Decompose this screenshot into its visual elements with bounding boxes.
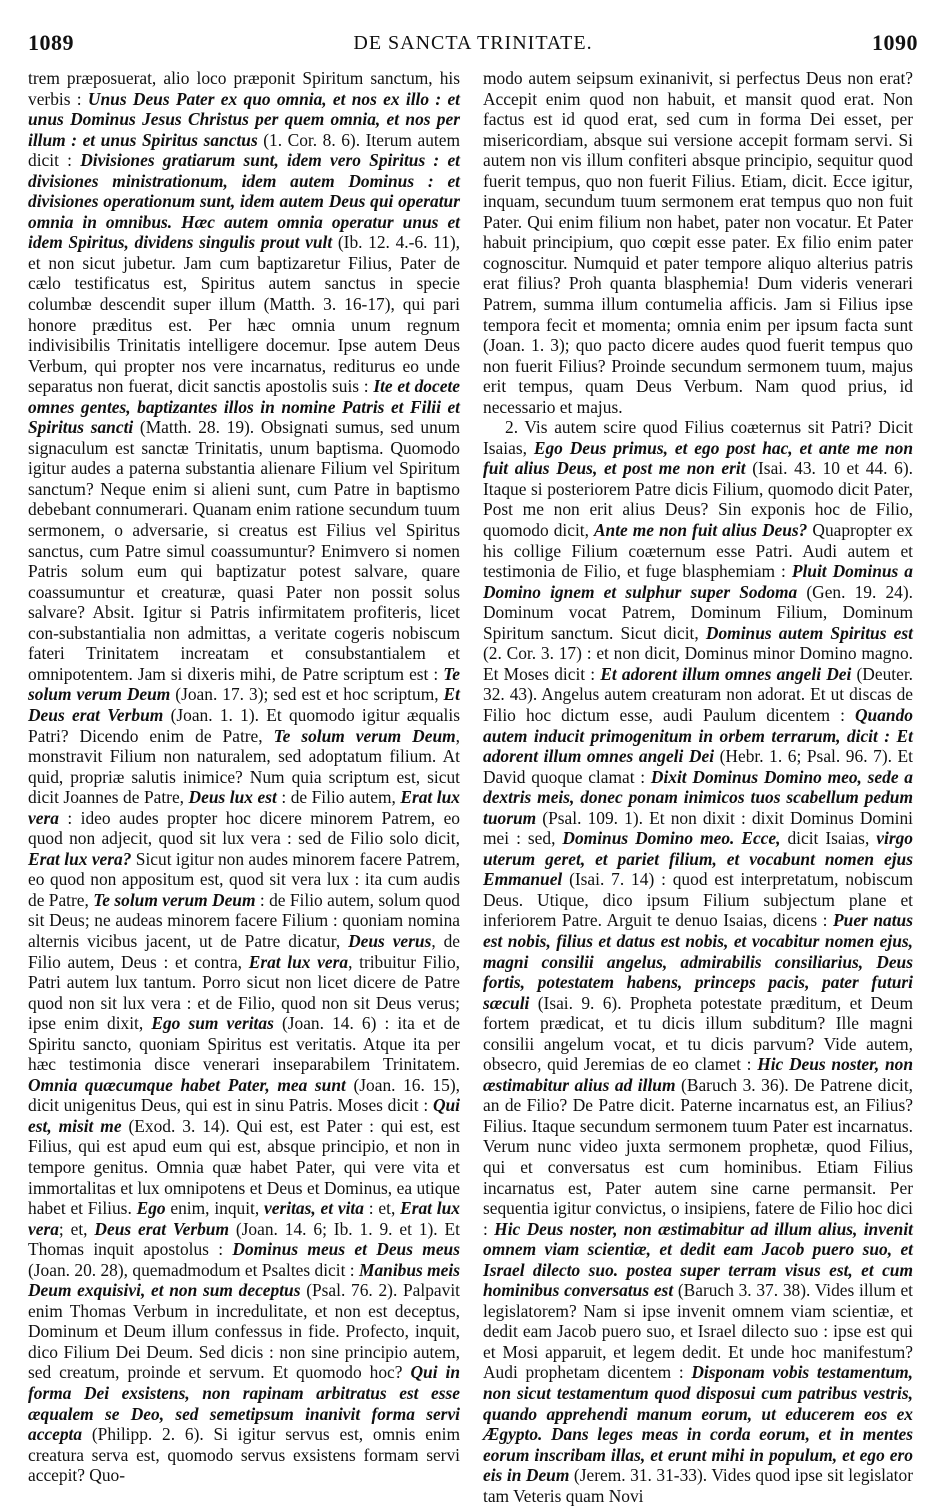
text-run: (Joan. 14. 6; Ib. 1. 9. et 1). Et Thomas inquit apostolus : bbox=[28, 1218, 461, 1260]
text-run: (Ib. 12. 4.-6. 11), et non sicut jubetur. Jam cum baptizaretur Filius, Pater de cælo testificatus est, Spiritus autem sanctus in specie columbæ descendit super illum (Matth. 3. 16-17), qui pari honore præditus est. Per hæc omnia unum regnum indivisibilis Trinitatis intelligere docemur. Ipse autem Deus Verbum, qui propter nos vere incarnatus, rediturus eo unde separatus non fuerat, dicit sanctis apostolis suis : bbox=[28, 232, 460, 397]
text-run: (Isai. 7. 14) : quod est interpretatum, nobiscum Deus. Utique, dico ipsum Filium subjectum plane et inferiorem Patre. Arguit te denuo Isaias, dicens : bbox=[483, 869, 913, 931]
quotation: Dixit Dominus Domino meo, sede a dextris meis, donec ponam inimicos tuos scabellum pedum tuorum bbox=[483, 766, 913, 828]
paragraph bbox=[483, 417, 913, 1506]
text-run: (Deuter. 32. 43). Angelus autem creaturam non adorat. Et ut discas de Filio hoc dictum esse, audi Paulum dicentem : bbox=[483, 663, 913, 725]
running-title: DE SANCTA TRINITATE. bbox=[353, 32, 593, 54]
text-run: : et, bbox=[363, 1198, 401, 1219]
paragraph bbox=[28, 68, 460, 1486]
text-run: 2. Vis autem scire quod Filius coæternus sit Patri? Dicit Isaias, bbox=[483, 417, 913, 458]
text-run: : de Filio autem, bbox=[276, 787, 401, 808]
text-run: (2. Cor. 3. 17) : et non dicit, Dominus minor Domino magno. Et Moses dicit : bbox=[483, 643, 913, 684]
text-run: (Joan. 20. 28), quemadmodum et Psaltes dicit : bbox=[28, 1259, 359, 1280]
text-run: enim, inquit, bbox=[165, 1198, 265, 1219]
quotation: veritas, et vita bbox=[264, 1198, 364, 1219]
quotation: Ego sum veritas bbox=[151, 1013, 274, 1034]
text-run: : de Filio autem, solum quod sit Deus; ne audeas minorem facere Filium : quoniam nomina alternis vicibus jacent, ut de Patre dicatur, bbox=[28, 889, 460, 951]
text-column-left bbox=[28, 68, 460, 1488]
quotation: Te solum verum Deum bbox=[273, 725, 456, 746]
text-column-right bbox=[483, 68, 914, 1506]
quotation: Erat lux vera bbox=[28, 787, 460, 828]
text-run: (Joan. 1. 1). Et quomodo igitur æqualis Patri? Dicendo enim de Patre, bbox=[28, 704, 460, 746]
quotation: Omnia quæcumque habet Pater, mea sunt bbox=[28, 1074, 346, 1095]
quotation: Dominus Domino meo. Ecce, bbox=[562, 828, 781, 849]
quotation: Disponam vobis testamentum, non sicut testamentum quod disposui cum patribus vestris, quando apprehendi manum eorum, ut educerem eos ex Ægypto. Dans leges meas in corda eorum, et in mentes eorum inscribam illas, et erunt mihi in populum, et ego ero eis in Deum bbox=[483, 1362, 913, 1486]
quotation: Hic Deus noster, non æstimabitur alius ad illum bbox=[483, 1054, 913, 1095]
quotation: Puer natus est nobis, filius et datus est nobis, et vocabitur nomen ejus, magni consilii angelus, admirabilis consiliarius, Deus fortis, potestatem habens, princeps pacis, pater futuri sæculi bbox=[483, 910, 913, 1013]
text-run: (Joan. 17. 3); sed est et hoc scriptum, bbox=[170, 684, 444, 705]
quotation: Quando autem inducit primogenitum in orbem terrarum, dicit : Et adorent illum omnes angeli Dei bbox=[483, 704, 913, 767]
text-run: dicit Isaias, bbox=[780, 828, 877, 849]
text-run: , tribuitur Filio, Patri autem lux tantum. Porro sicut non licet dicere de Patre quod non sit lux vera : et de Filio, quod non sit Deus verus; ipse enim dixit, bbox=[28, 951, 460, 1034]
text-run: (Philipp. 2. 6). Si igitur servus est, omnis enim creatura serva est, quomodo servus exsistens formam servi accepit? Quo- bbox=[28, 1424, 460, 1486]
quotation: Ante me non fuit alius Deus? bbox=[593, 520, 808, 541]
text-run: (Joan. 14. 6) : ita et de Spiritu sancto, quoniam Spiritus est veritatis. Atque ita per hæc testimonia disce venerari inseparabilem Trinitatem. bbox=[28, 1013, 460, 1075]
running-header bbox=[28, 24, 918, 58]
text-run: ; et, bbox=[58, 1218, 95, 1239]
text-run: (Baruch 3. 36). De Patrene dicit, an de Filio? De Patre dicit. Paterne incarnatus est, an Filius? Filius. Itaque secundum sermonem tuum Pater est incarnatus. Verum nunc video juxta sermonem prophetæ, quod Filius, qui et conversatus est cum hominibus. Etiam Filius incarnatus est, Pater autem sine carne permansit. Per sequentia igitur convictus, o insipiens, fatere de Filio hoc dici : bbox=[483, 1074, 914, 1239]
quotation: Erat lux vera bbox=[28, 1198, 461, 1239]
text-run: (Psal. 109. 1). Et non dixit : dixit Dominus Domini mei : sed, bbox=[483, 807, 913, 849]
quotation: Et adorent illum omnes angeli Dei bbox=[600, 663, 852, 684]
quotation: Deus erat Verbum bbox=[94, 1218, 229, 1239]
quotation: Ego bbox=[136, 1198, 166, 1219]
text-run: (Psal. 76. 2). Palpavit enim Thomas Verbum in incredulitate, et non est deceptus, Dominum et Deum illum confessus in fide. Profecto, inquit, dico Filium Dei Deum. Sed dicis : non sine principio autem, sed creatum, proinde et servum. Et quomodo hoc? bbox=[28, 1280, 460, 1383]
quotation: Ego Deus primus, et ego post hac, et ante me non fuit alius Deus, et post me non erit bbox=[483, 437, 913, 479]
text-run: trem præposuerat, alio loco præponit Spiritum sanctum, his verbis : bbox=[28, 68, 460, 109]
text-run: Sicut igitur non audes minorem facere Patrem, eo quod non appositum est, quod sit vera lux : ita cum audis de Patre, bbox=[28, 848, 460, 910]
quotation: Te solum verum Deum bbox=[28, 663, 460, 705]
text-run: (Isai. 9. 6). Propheta potestate præditum, et Deum fortem prædicat, et tu dicis illum subditum? Ille magni consilii angelum vocat, et tu dicis parvum? Vide autem, obsecro, quid Jeremias de eo clamet : bbox=[483, 992, 913, 1075]
text-run: (Gen. 19. 24). Dominum vocat Patrem, Dominum Filium, Dominum Spiritum sanctum. Sicut dicit, bbox=[483, 581, 913, 643]
text-run: modo autem seipsum exinanivit, si perfectus Deus non erat? Accepit enim quod non habuit, et mansit quod erat. Non factus est id quod erat, sed cum in forma Dei esset, per misericordiam, absque sui versione accepit formam servi. Si autem non vis illum confiteri absque principio, sequitur quod fuerit tempus, quo non fuerit Filius. Etiam, dicit. Ecce igitur, inquam, secundum tuum sermonem erat tempus quo non fuit Pater. Qui enim filium non habet, pater non vocatur. Et Pater habuit principium, quo cœpit esse pater. Ex filio enim pater cognoscitur. Numquid et pater tempore aliquo alterius patris erat filius? Proh quanta blasphemia! Dum videris venerari Patrem, summa illum contumelia afficis. Jam si Filius ipse tempora fecit et momenta; omnia enim per ipsum facta sunt (Joan. 1. 3); quo pacto dicere audes quod fuerit tempus quo non fuerit Filius? Proinde secundum sermonem tuum, majus erit tempus, quam Deus Verbum. Nam quod prius, id necessario et majus. bbox=[483, 68, 913, 417]
quotation: Deus verus bbox=[348, 930, 432, 951]
quotation: Erat lux vera bbox=[248, 951, 349, 972]
text-run: , monstravit Filium non naturalem, sed adoptatum filium. At quid, propriæ salutis inimice? Num quia scriptum est, sicut dicit Joannes de Patre, bbox=[28, 725, 460, 808]
quotation: Et Deus erat Verbum bbox=[28, 684, 460, 725]
page-number-left: 1089 bbox=[28, 30, 74, 55]
text-run: (Exod. 3. 14). Qui est, est Pater : qui est, est Filius, qui est apud eum qui est, absque principio, et non in tempore genitus. Omnia quæ habet Pater, qui vere vita et immortalitas et lux omnipotens et Deus et Dominus, ea utique habet et Filius. bbox=[28, 1115, 460, 1219]
quotation: Deus lux est bbox=[188, 787, 277, 808]
text-run: (Joan. 16. 15), dicit unigenitus Deus, qui est in sinu Patris. Moses dicit : bbox=[28, 1074, 460, 1116]
quotation: Unus Deus Pater ex quo omnia, et nos ex illo : et unus Dominus Jesus Christus per quem omnia, et nos per illum : et unus Spiritus sanctus bbox=[28, 88, 460, 150]
text-run: (Jerem. 31. 31-33). Vides quod ipse sit legislator tam Veteris quam Novi bbox=[483, 1465, 913, 1506]
text-run: (Baruch 3. 37. 38). Vides illum et legislatorem? Nam si ipse invenit omnem viam scientiæ, et dedit eam Jacob puero suo, et Israel dilecto suo : ipse est qui et Mosi apparuit, et legem dedit. Et unde hoc manifestum? Audi prophetam dicentem : bbox=[483, 1280, 913, 1383]
text-run: (Matth. 28. 19). Obsignati sumus, sed unum signaculum est sanctæ Trinitatis, unum baptisma. Quomodo igitur audes a paterna substantia alienare Filium vel Spiritum sanctum? Neque enim si alieni sunt, cum Patre in baptismo debebant connumerari. Quanam enim ratione secundum tuum sermonem, o adversarie, si creatus est Filius vel Spiritus sanctus, cum Patre simul coassumuntur? Enimvero si nomen Patris solum eum qui baptizatur potest salvare, quare coassumuntur et creaturæ, quasi Pater non possit solus salvare? Absit. Igitur si Patris infirmitatem profiteris, licet con-substantialia non admittas, a veritate cogeris nobiscum fateri Trinitatem increatam et consubstantialem et omnipotentem. Jam si dixeris mihi, de Patre scriptum est : bbox=[28, 417, 460, 684]
quotation: Manibus meis Deum exquisivi, et non sum deceptus bbox=[28, 1259, 460, 1301]
quotation: Ite et docete omnes gentes, baptizantes illos in nomine Patris et Filii et Spiritus sancti bbox=[28, 376, 460, 438]
text-run: (Isai. 43. 10 et 44. 6). Itaque si posteriorem Patre dicis Filium, quomodo dicit Pater, Post me non erit alius Deus? Sin exponis hoc de Filio, quomodo dicit, bbox=[483, 458, 913, 541]
text-run: (Hebr. 1. 6; Psal. 96. 7). Et David quoque clamat : bbox=[483, 746, 913, 787]
quotation: Divisiones gratiarum sunt, idem vero Spiritus : et divisiones ministrationum, idem autem Dominus : et divisiones operationum sunt, idem autem Deus qui operatur omnia in omnibus. Hæc autem omnia operatur unus et idem Spiritus, dividens singulis prout vult bbox=[28, 150, 460, 253]
paragraph bbox=[483, 68, 913, 417]
text-run: , de Filio autem, Deus : et contra, bbox=[28, 930, 460, 972]
quotation: Pluit Dominus a Domino ignem et sulphur super Sodoma bbox=[483, 561, 913, 602]
text-run: : ideo audes propter hoc dicere minorem Patrem, eo quod non adjecit, quod sit lux vera : sed de Filio solo dicit, bbox=[28, 807, 460, 849]
quotation: virgo uterum geret, et pariet filium, et vocabunt nomen ejus Emmanuel bbox=[483, 828, 913, 890]
quotation: Hic Deus noster, non æstimabitur ad illum alius, invenit omnem viam scientiæ, et dedit eam Jacob puero suo, et Israel dilecto suo. postea super terram visus est, et cum hominibus conversatus est bbox=[483, 1218, 913, 1301]
quotation: Dominus meus et Deus meus bbox=[232, 1239, 460, 1260]
quotation: Te solum verum Deum bbox=[93, 889, 256, 910]
page-number-right: 1090 bbox=[872, 30, 918, 55]
quotation: Qui in forma Dei exsistens, non rapinam arbitratus est esse æqualem se Deo, sed semetipsum inanivit forma servi accepta bbox=[28, 1362, 461, 1445]
text-run: Quapropter ex his collige Filium coæternum esse Patri. Audi autem et testimonia de Filio, et fuge blasphemiam : bbox=[483, 520, 913, 582]
quotation: Qui est, misit me bbox=[28, 1095, 460, 1136]
text-run: (1. Cor. 8. 6). Iterum autem dicit : bbox=[28, 129, 460, 171]
quotation: Erat lux vera? bbox=[28, 848, 132, 869]
quotation: Dominus autem Spiritus est bbox=[705, 622, 913, 643]
